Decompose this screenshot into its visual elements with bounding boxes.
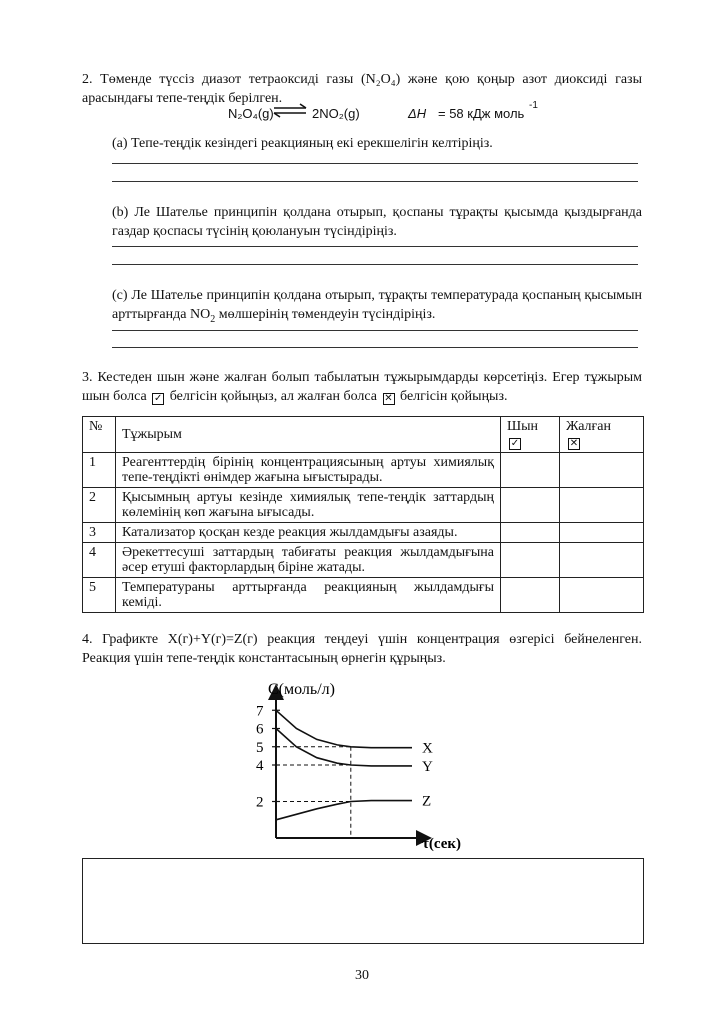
- true-cell[interactable]: [501, 453, 560, 488]
- y-tick-label: 4: [256, 758, 264, 774]
- y-tick-label: 2: [256, 794, 264, 811]
- false-cell[interactable]: [560, 488, 644, 523]
- table-row: 2 Қысымның артуы кезінде химиялық тепе-теңдік заттардың көлемінің көп жағына ығысады.: [83, 488, 644, 523]
- question-2b: (b) Ле Шателье принципін қолдана отырып, қоспаны тұрақты қысымда қыздырғанда газдар қоспасы түсінің қоюлануын түсіндіріңіз.: [112, 205, 642, 239]
- cross-box-icon: ✕: [384, 393, 393, 404]
- series-line-x: [276, 710, 412, 747]
- check-box-icon: ✓: [154, 393, 163, 404]
- true-cell[interactable]: [501, 488, 560, 523]
- equilibrium-arrow-icon: [272, 103, 308, 119]
- true-cell[interactable]: [501, 578, 560, 613]
- series-label-y: Y: [422, 758, 433, 775]
- col-header-true: Шын ✓: [501, 417, 560, 453]
- answer-line[interactable]: [112, 347, 638, 348]
- concentration-chart: [250, 676, 470, 854]
- reactant: N₂O₄(g): [228, 106, 274, 121]
- series-label-x: X: [422, 740, 433, 757]
- true-cell[interactable]: [501, 523, 560, 543]
- false-cell[interactable]: [560, 543, 644, 578]
- statements-table: [82, 416, 644, 613]
- false-cell[interactable]: [560, 453, 644, 488]
- answer-line[interactable]: [112, 330, 638, 331]
- col-header-statement: Тұжырым: [116, 417, 501, 453]
- enthalpy-exponent: -1: [529, 100, 538, 111]
- enthalpy-value: = 58 кДж моль: [438, 106, 525, 121]
- answer-line[interactable]: [112, 246, 638, 247]
- cross-box-icon: ✕: [569, 438, 579, 449]
- check-box-icon: ✓: [510, 438, 520, 449]
- table-row: 4 Әрекеттесуші заттардың табиғаты реакция жылдамдығына әсер етуші факторлардың біріне жатады.: [83, 543, 644, 578]
- answer-line[interactable]: [112, 181, 638, 182]
- x-axis-label: τ(сек): [422, 836, 462, 852]
- col-header-false: Жалған ✕: [560, 417, 644, 453]
- question-2-text: 2. Төменде түссіз диазот тетраоксиді газы (N₂O₄) және қою қоңыр азот диоксиді газы арасындағы тепе-теңдік берілген.: [82, 72, 642, 106]
- y-tick-label: 5: [256, 739, 264, 756]
- enthalpy-symbol: ΔH: [408, 106, 427, 121]
- series-label-z: Z: [422, 793, 432, 810]
- y-tick-label: 7: [256, 703, 264, 720]
- product: 2NO₂(g): [312, 106, 360, 121]
- question-2c: (с) Ле Шателье принципін қолдана отырып, тұрақты температурада қоспаның қысымын арттырғанда $NO_2$ мөлшерінің төмендеуін түсіндіріңіз.: [112, 288, 642, 325]
- table-row: 5 Температураны арттырғанда реакцияның жылдамдығы кеміді.: [83, 578, 644, 613]
- table-header-row: [83, 417, 644, 453]
- question-4-text: 4. Графикте X(г)+Y(г)=Z(г) реакция теңдеуі үшін концентрация өзгерісі бейнеленген. Реакция үшін тепе-теңдік константасының өрнегін құрыңыз.: [82, 632, 642, 666]
- false-cell[interactable]: [560, 578, 644, 613]
- table-row: 3 Катализатор қосқан кезде реакция жылдамдығы азаяды.: [83, 523, 644, 543]
- series-line-z: [276, 801, 412, 820]
- answer-box[interactable]: [82, 858, 644, 944]
- question-2a: (a) Тепе-теңдік кезіндегі реакцияның екі ерекшелігін келтіріңіз.: [112, 136, 493, 151]
- answer-line[interactable]: [112, 264, 638, 265]
- y-tick-label: 6: [256, 721, 264, 738]
- true-cell[interactable]: [501, 543, 560, 578]
- false-cell[interactable]: [560, 523, 644, 543]
- table-row: 1 Реагенттердің бірінің концентрациясының артуы химиялық тепе-теңдікті өнімдер жағына ығыстырады.: [83, 453, 644, 488]
- y-axis-label: С(моль/л): [268, 681, 335, 698]
- question-3-text: 3. Кестеден шын және жалған болып табылатын тұжырымдарды көрсетіңіз. Егер тұжырым шын болса ✓ белгісін қойыңыз, ал жалған болса ✕ белгісін қойыңыз.: [82, 370, 642, 404]
- page-number: 30: [355, 968, 369, 983]
- col-header-number: №: [83, 417, 116, 453]
- answer-line[interactable]: [112, 163, 638, 164]
